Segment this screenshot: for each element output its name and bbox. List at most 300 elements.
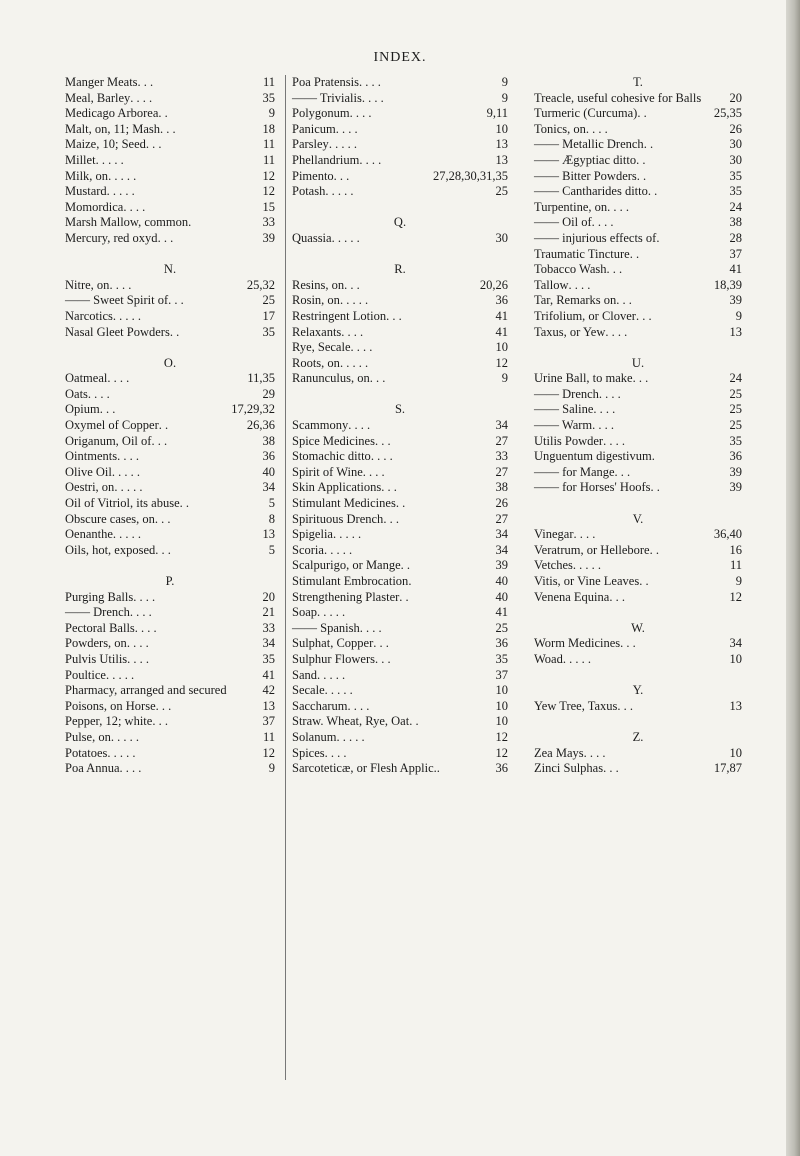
entry-pages: 36 (495, 761, 508, 776)
index-entry (65, 137, 275, 153)
index-entry (534, 558, 742, 574)
index-entry (534, 418, 742, 434)
index-entry (292, 512, 508, 528)
index-entry (292, 574, 508, 590)
entry-term: Pectoral Balls (65, 620, 135, 635)
index-entry (65, 402, 275, 418)
entry-leader: . . . (375, 651, 391, 666)
index-entry (534, 309, 742, 325)
index-entry (534, 293, 742, 309)
entry-term: Yew Tree, Taxus (534, 698, 618, 713)
entry-pages: 9 (268, 106, 275, 121)
section-letter: Z. (632, 729, 644, 744)
index-entry (534, 590, 742, 606)
index-entry (65, 200, 275, 216)
index-entry (65, 652, 275, 668)
entry-term: Urine Ball, to make (534, 371, 633, 386)
entry-leader: . . . (603, 761, 619, 776)
entry-term: Oxymel of Copper (65, 418, 159, 433)
entry-term: Straw. Wheat, Rye, Oat (292, 714, 410, 729)
entry-term: Roots, on (292, 355, 340, 370)
entry-term: Pulse, on (65, 729, 111, 744)
entry-leader: . . . (616, 293, 632, 308)
entry-leader: . . . (386, 308, 402, 323)
entry-pages: 9 (501, 371, 508, 386)
entry-pages: 37 (495, 667, 508, 682)
entry-term: —— Drench (65, 605, 130, 620)
entry-term: —— for Horses' Hoofs (534, 480, 651, 495)
index-entry (65, 184, 275, 200)
entry-leader: . . . . . (336, 729, 365, 744)
index-entry (292, 231, 508, 247)
entry-pages: 36 (729, 449, 742, 464)
entry-pages: 24 (729, 371, 742, 386)
entry-leader: . . . . (348, 418, 371, 433)
entry-leader: . . . (155, 698, 172, 713)
index-entry (534, 153, 742, 169)
entry-term: Poisons, on Horse (65, 698, 156, 713)
entry-pages: 27 (495, 433, 508, 448)
entry-leader: . . . . (117, 449, 139, 464)
entry-term: —— for Mange (534, 464, 615, 479)
entry-leader: . . (409, 714, 419, 729)
entry-term: Ranunculus, on (292, 371, 370, 386)
entry-leader: . . . . . (325, 184, 354, 199)
index-entry (65, 621, 275, 637)
index-entry (534, 169, 742, 185)
entry-leader: . . . . . (111, 464, 140, 479)
entry-leader: . . . . (129, 605, 152, 620)
index-entry (292, 527, 508, 543)
entry-pages: 13 (495, 152, 508, 167)
entry-term: —— Trivialis (292, 90, 362, 105)
entry-term: Mercury, red oxyd (65, 230, 158, 245)
entry-leader: . . (636, 168, 647, 183)
entry-pages: 40 (495, 589, 508, 604)
entry-leader: . . . (168, 293, 184, 308)
entry-pages: 9 (501, 90, 508, 105)
index-entry (65, 465, 275, 481)
entry-pages: 25,35 (713, 106, 742, 121)
entry-leader: . . . (160, 121, 176, 136)
entry-term: —— Sweet Spirit of (65, 293, 169, 308)
entry-pages: 41 (495, 324, 508, 339)
index-entry (292, 449, 508, 465)
index-entry (65, 668, 275, 684)
entry-pages: 26 (495, 496, 508, 511)
spacer (534, 714, 742, 730)
entry-pages: 12 (729, 589, 742, 604)
index-entry (65, 309, 275, 325)
entry-term: Resins, on (292, 277, 345, 292)
entry-term: Woad (534, 651, 563, 666)
entry-pages: 10 (495, 714, 508, 729)
entry-pages: 11 (262, 729, 275, 744)
index-entry (292, 621, 508, 637)
spacer (292, 387, 508, 403)
entry-pages: 5 (268, 542, 275, 557)
section-letter: T. (633, 75, 643, 89)
index-entry (534, 278, 742, 294)
entry-term: —— Metallic Drench (534, 137, 644, 152)
entry-leader: . . . (373, 636, 389, 651)
entry-pages: 35 (262, 324, 275, 339)
entry-term: Secale (292, 683, 325, 698)
entry-term: Sulphat, Copper (292, 636, 374, 651)
entry-term: Olive Oil (65, 464, 112, 479)
entry-leader: . . . (383, 511, 399, 526)
index-entry (534, 402, 742, 418)
entry-leader: . . (650, 480, 660, 495)
entry-leader: . . . . . (339, 355, 369, 370)
entry-pages: 34 (262, 480, 275, 495)
index-entry (534, 215, 742, 231)
spacer (534, 605, 742, 621)
entry-term: Rosin, on (292, 293, 340, 308)
entry-term: Taxus, or Yew (534, 324, 606, 339)
index-entry (65, 543, 275, 559)
entry-pages: 37 (262, 714, 275, 729)
index-entry (534, 231, 742, 247)
entry-leader: . . . (617, 698, 634, 713)
entry-term: Solanum (292, 729, 337, 744)
entry-pages: 16 (729, 542, 742, 557)
entry-pages: 13 (262, 527, 275, 542)
index-entry (292, 137, 508, 153)
entry-term: Vitis, or Vine Leaves (534, 574, 640, 588)
entry-leader: . . . . . (331, 230, 360, 245)
index-entry (65, 714, 275, 730)
index-entry (65, 91, 275, 107)
entry-leader: . . . . (349, 106, 372, 121)
entry-pages: 10 (495, 340, 508, 355)
index-entry (292, 153, 508, 169)
entry-term: —— Oil of (534, 215, 592, 230)
index-entry (65, 387, 275, 403)
entry-pages: 28 (729, 230, 742, 245)
entry-leader: . . . (635, 308, 652, 323)
entry-pages: 20,26 (479, 277, 508, 292)
entry-pages: 13 (262, 698, 275, 713)
entry-pages: 41 (729, 262, 742, 277)
index-entry (534, 371, 742, 387)
entry-leader: . . . . (362, 464, 385, 479)
entry-leader: . (651, 449, 655, 464)
index-entry (65, 512, 275, 528)
entry-pages: 12 (495, 745, 508, 760)
index-entry (292, 91, 508, 107)
entry-term: Poa Pratensis (292, 75, 360, 89)
entry-term: —— injurious effects of (534, 230, 657, 245)
entry-leader: . . . . (127, 651, 150, 666)
index-entry (292, 730, 508, 746)
entry-pages: 12 (262, 745, 275, 760)
entry-term: Tar, Remarks on (534, 293, 617, 308)
entry-pages: 33 (495, 449, 508, 464)
entry-leader: . . . (609, 589, 625, 604)
entry-term: Malt, on, 11; Mash (65, 121, 161, 136)
spacer (292, 247, 508, 263)
entry-term: Veratrum, or Hellebore (534, 542, 650, 557)
index-entry (65, 75, 275, 91)
entry-leader: . . . (154, 511, 171, 526)
entry-term: Strengthening Plaster (292, 589, 400, 604)
entry-leader: . . . . (335, 121, 358, 136)
entry-term: Nasal Gleet Powders (65, 324, 170, 339)
index-entry (534, 465, 742, 481)
entry-term: Spirit of Wine (292, 464, 363, 479)
entry-leader: . . . . . (112, 527, 142, 542)
index-entry (534, 247, 742, 263)
entry-pages: 39 (495, 558, 508, 573)
entry-term: Pharmacy, arranged and secured (65, 683, 227, 698)
section-letter: U. (631, 355, 645, 370)
entry-pages: 41 (262, 667, 275, 682)
entry-leader: . . (649, 542, 659, 557)
spacer (534, 668, 742, 684)
entry-term: Oats (65, 386, 88, 401)
entry-pages: 34 (729, 636, 742, 651)
entry-term: Traumatic Tincture (534, 246, 630, 261)
entry-term: Restringent Lotion (292, 308, 387, 323)
entry-term: Oatmeal (65, 371, 108, 386)
index-entry (65, 527, 275, 543)
index-entry (534, 480, 742, 496)
index-entry (65, 106, 275, 122)
entry-term: Skin Applications (292, 480, 382, 495)
entry-term: Nitre, on (65, 277, 110, 292)
index-entry (65, 480, 275, 496)
entry-pages: 30 (729, 137, 742, 152)
section-letter: P. (165, 574, 175, 588)
entry-leader: . . . . . (112, 308, 142, 323)
entry-pages: 12 (262, 168, 275, 183)
entry-leader: . . . (145, 137, 162, 152)
entry-pages: 8 (268, 511, 275, 526)
entry-pages: 34 (495, 418, 508, 433)
entry-leader: . . . . (370, 449, 393, 464)
entry-leader: . . . . . (110, 729, 139, 744)
entry-term: Purging Balls (65, 589, 134, 604)
entry-pages: 38 (495, 480, 508, 495)
entry-pages: 27 (495, 464, 508, 479)
entry-term: Utilis Powder (534, 433, 604, 448)
entry-pages: 25 (495, 620, 508, 635)
entry-pages: 33 (262, 620, 275, 635)
entry-pages: 36,40 (713, 527, 742, 542)
entry-pages: 41 (495, 308, 508, 323)
spacer (292, 200, 508, 216)
entry-term: Pimento (292, 168, 334, 183)
entry-pages: 39 (729, 464, 742, 479)
entry-leader (227, 683, 263, 699)
entry-term: Tobacco Wash (534, 262, 607, 277)
entry-term: Marsh Mallow, common (65, 215, 189, 230)
entry-leader: . . (636, 152, 646, 167)
entry-leader: . . . (632, 371, 649, 386)
entry-leader: . . . . (585, 121, 608, 136)
entry-pages: 10 (495, 683, 508, 698)
entry-term: Momordica (65, 199, 124, 214)
entry-pages: 13 (729, 324, 742, 339)
entry-leader: . . . . (123, 199, 146, 214)
entry-pages: 9 (735, 308, 742, 323)
entry-pages: 9 (268, 761, 275, 776)
index-entry (292, 605, 508, 621)
entry-term: Treacle, useful cohesive for Balls (534, 90, 702, 105)
index-column-1 (65, 75, 275, 777)
spacer (65, 340, 275, 356)
entry-leader: . . . . . (323, 542, 353, 557)
entry-leader: . . . . (359, 75, 381, 89)
index-entry (534, 200, 742, 216)
entry-term: Rye, Secale (292, 340, 351, 355)
entry-term: Potash (292, 184, 326, 199)
spacer (65, 558, 275, 574)
section-letter: V. (632, 511, 644, 526)
entry-term: Parsley (292, 137, 329, 152)
index-entry (534, 387, 742, 403)
entry-leader: . . . . (133, 589, 156, 604)
entry-leader: . . (158, 418, 169, 433)
entry-pages: 17 (262, 308, 275, 323)
entry-pages: 11 (262, 137, 275, 152)
entry-leader: . . . . . (328, 137, 357, 152)
entry-pages: 20 (729, 90, 742, 105)
entry-pages: 25 (729, 418, 742, 433)
index-entry (534, 184, 742, 200)
entry-pages: 24 (729, 199, 742, 214)
entry-leader: . . . . (603, 433, 625, 448)
entry-term: Pulvis Utilis (65, 651, 128, 666)
index-entry (534, 527, 742, 543)
entry-pages: 25 (729, 402, 742, 417)
entry-leader: . . . . (591, 215, 614, 230)
entry-pages: 20 (262, 589, 275, 604)
index-entry (292, 434, 508, 450)
index-entry (292, 169, 508, 185)
entry-pages: 39 (262, 230, 275, 245)
entry-leader: . . . . . (324, 683, 353, 698)
entry-leader: . . . (155, 542, 171, 557)
entry-pages: 35 (729, 433, 742, 448)
section-letter: Q. (393, 215, 407, 230)
index-entry (292, 340, 508, 356)
entry-term: Scoria (292, 542, 324, 557)
entry-leader: . . . . (605, 324, 628, 339)
entry-term: Relaxants (292, 324, 342, 339)
index-entry (292, 465, 508, 481)
entry-term: Spigelia (292, 527, 333, 542)
entry-pages: 30 (495, 230, 508, 245)
entry-leader: . . . . . (106, 184, 135, 199)
index-column-2 (285, 75, 508, 1080)
entry-leader: . (436, 761, 440, 776)
entry-term: Poa Annua (65, 761, 120, 776)
entry-pages: 11 (262, 75, 275, 89)
entry-term: Spices (292, 745, 325, 760)
entry-pages: 9,11 (486, 106, 508, 121)
entry-leader: . . . (151, 433, 168, 448)
entry-term: Manger Meats (65, 75, 138, 89)
index-entry (65, 590, 275, 606)
entry-leader: . . . . (130, 90, 153, 105)
index-entry (65, 169, 275, 185)
index-entry (65, 699, 275, 715)
entry-leader: . . . (620, 636, 636, 651)
entry-term: Oestri, on (65, 480, 115, 495)
entry-leader: . . . . . (332, 527, 362, 542)
index-entry (534, 761, 742, 777)
index-entry (65, 278, 275, 294)
index-entry (292, 75, 508, 91)
index-entry (292, 668, 508, 684)
entry-term: Stimulant Medicines (292, 496, 396, 511)
entry-pages: 39 (729, 293, 742, 308)
index-entry (292, 418, 508, 434)
entry-pages: 11 (729, 558, 742, 573)
entry-term: Tonics, on (534, 121, 586, 136)
index-entry (292, 761, 508, 777)
entry-term: —— Spanish (292, 620, 360, 635)
entry-leader: . . . . (361, 90, 384, 105)
entry-pages: 27,28,30,31,35 (433, 168, 508, 183)
entry-pages: 36 (495, 636, 508, 651)
index-entry (65, 496, 275, 512)
entry-pages: 29 (262, 386, 275, 401)
entry-term: Turpentine, on (534, 199, 608, 214)
entry-pages: 38 (729, 215, 742, 230)
entry-pages: 26,36 (246, 418, 275, 433)
entry-leader: . . . (137, 75, 154, 89)
entry-term: Oil of Vitriol, its abuse (65, 496, 180, 511)
entry-pages: 35 (262, 90, 275, 105)
index-entry (292, 558, 508, 574)
index-entry (65, 153, 275, 169)
entry-pages: 40 (495, 574, 508, 588)
entry-pages: 35 (729, 184, 742, 199)
entry-leader: . . . . (350, 340, 373, 355)
index-entry (292, 746, 508, 762)
index-column-3 (534, 75, 742, 777)
index-entry (534, 636, 742, 652)
entry-pages: 37 (729, 246, 742, 261)
entry-leader: . . . . (107, 371, 130, 386)
entry-pages: 17,87 (713, 761, 742, 776)
entry-term: Sulphur Flowers (292, 651, 375, 666)
entry-pages: 33 (262, 215, 275, 230)
index-entry (534, 106, 742, 122)
entry-leader: . . . . (134, 620, 157, 635)
index-entry (292, 371, 508, 387)
entry-leader: . . . . (341, 324, 364, 339)
entry-leader: . . (179, 496, 190, 511)
entry-pages: 9 (735, 574, 742, 588)
entry-leader: . . . . . (317, 667, 346, 682)
entry-leader: . . . (157, 230, 174, 245)
entry-term: —— Bitter Powders (534, 168, 637, 183)
entry-leader (701, 91, 729, 107)
entry-term: Stomachic ditto (292, 449, 371, 464)
index-entry (65, 746, 275, 762)
index-entry (292, 293, 508, 309)
entry-term: Sand (292, 667, 317, 682)
entry-term: Powders, on (65, 636, 127, 651)
index-entry (65, 449, 275, 465)
entry-term: Mustard (65, 184, 107, 199)
index-entry (292, 480, 508, 496)
entry-leader: . . . . (359, 152, 382, 167)
